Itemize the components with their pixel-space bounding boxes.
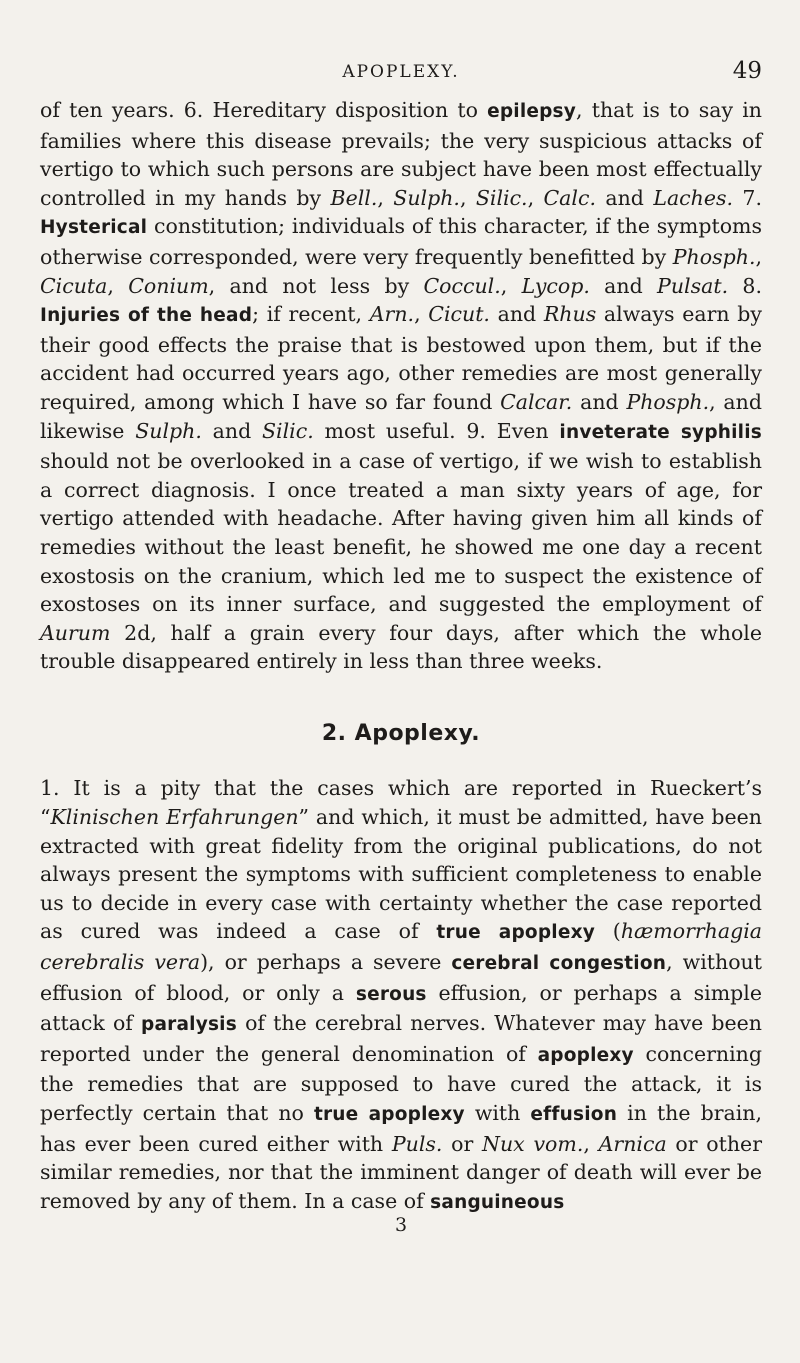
running-title: APOPLEXY. — [342, 62, 460, 82]
paragraph-apoplexy-cases: 1. It is a pity that the cases which are reported in Rueckert’s “Klinischen Erfahrungen” and which, it must be admitted, have been extracted with great fidelity from the original publications, do not always present the symptoms with sufficient completeness to enable us to decide in every case with certainty whether the case reported as cured was indeed a case of true apoplexy (hæmorrhagia cerebralis vera), or perhaps a severe cerebral congestion, without effusion of blood, or only a serous effusion, or perhaps a simple attack of paralysis of the cerebral nerves. Whatever may have been reported under the general denomination of apoplexy concerning the remedies that are supposed to have cured the attack, it is perfectly certain that no true apoplexy with effusion in the brain, has ever been cured either with Puls. or Nux vom., Arnica or other similar remedies, nor that the imminent danger of death will ever be removed by any of them. In a case of sanguineous — [40, 776, 762, 1213]
paragraph-hereditary-causes: of ten years. 6. Hereditary disposition to epilepsy, that is to say in families where this disease prevails; the very suspicious attacks of vertigo to which such persons are subject have been most effectually controlled in my hands by Bell., Sulph., Silic., Calc. and Laches. 7. Hysterical constitution; individuals of this character, if the symptoms otherwise corresponded, were very frequently benefitted by Phosph., Cicuta, Conium, and not less by Coccul., Lycop. and Pulsat. 8. Injuries of the head; if recent, Arn., Cicut. and Rhus always earn by their good effects the praise that is bestowed upon them, but if the accident had occurred years ago, other remedies are most generally required, among which I have so far found Calcar. and Phosph., and likewise Sulph. and Silic. most useful. 9. Even inveterate syphilis should not be overlooked in a case of vertigo, if we wish to establish a correct diagnosis. I once treated a man sixty years of age, for vertigo attended with headache. After having given him all kinds of remedies without the least benefit, he showed me one day a recent exostosis on the cranium, which led me to suspect the existence of exostoses on its inner surface, and suggested the employment of Aurum 2d, half a grain every four days, after which the whole trouble disappeared entirely in less than three weeks. — [40, 98, 762, 674]
page-number: 49 — [732, 58, 762, 84]
body-text — [40, 96, 762, 1240]
running-head — [40, 58, 762, 96]
signature-mark: 3 — [394, 1214, 408, 1237]
section-heading-apoplexy: 2. Apoplexy. — [321, 720, 481, 746]
